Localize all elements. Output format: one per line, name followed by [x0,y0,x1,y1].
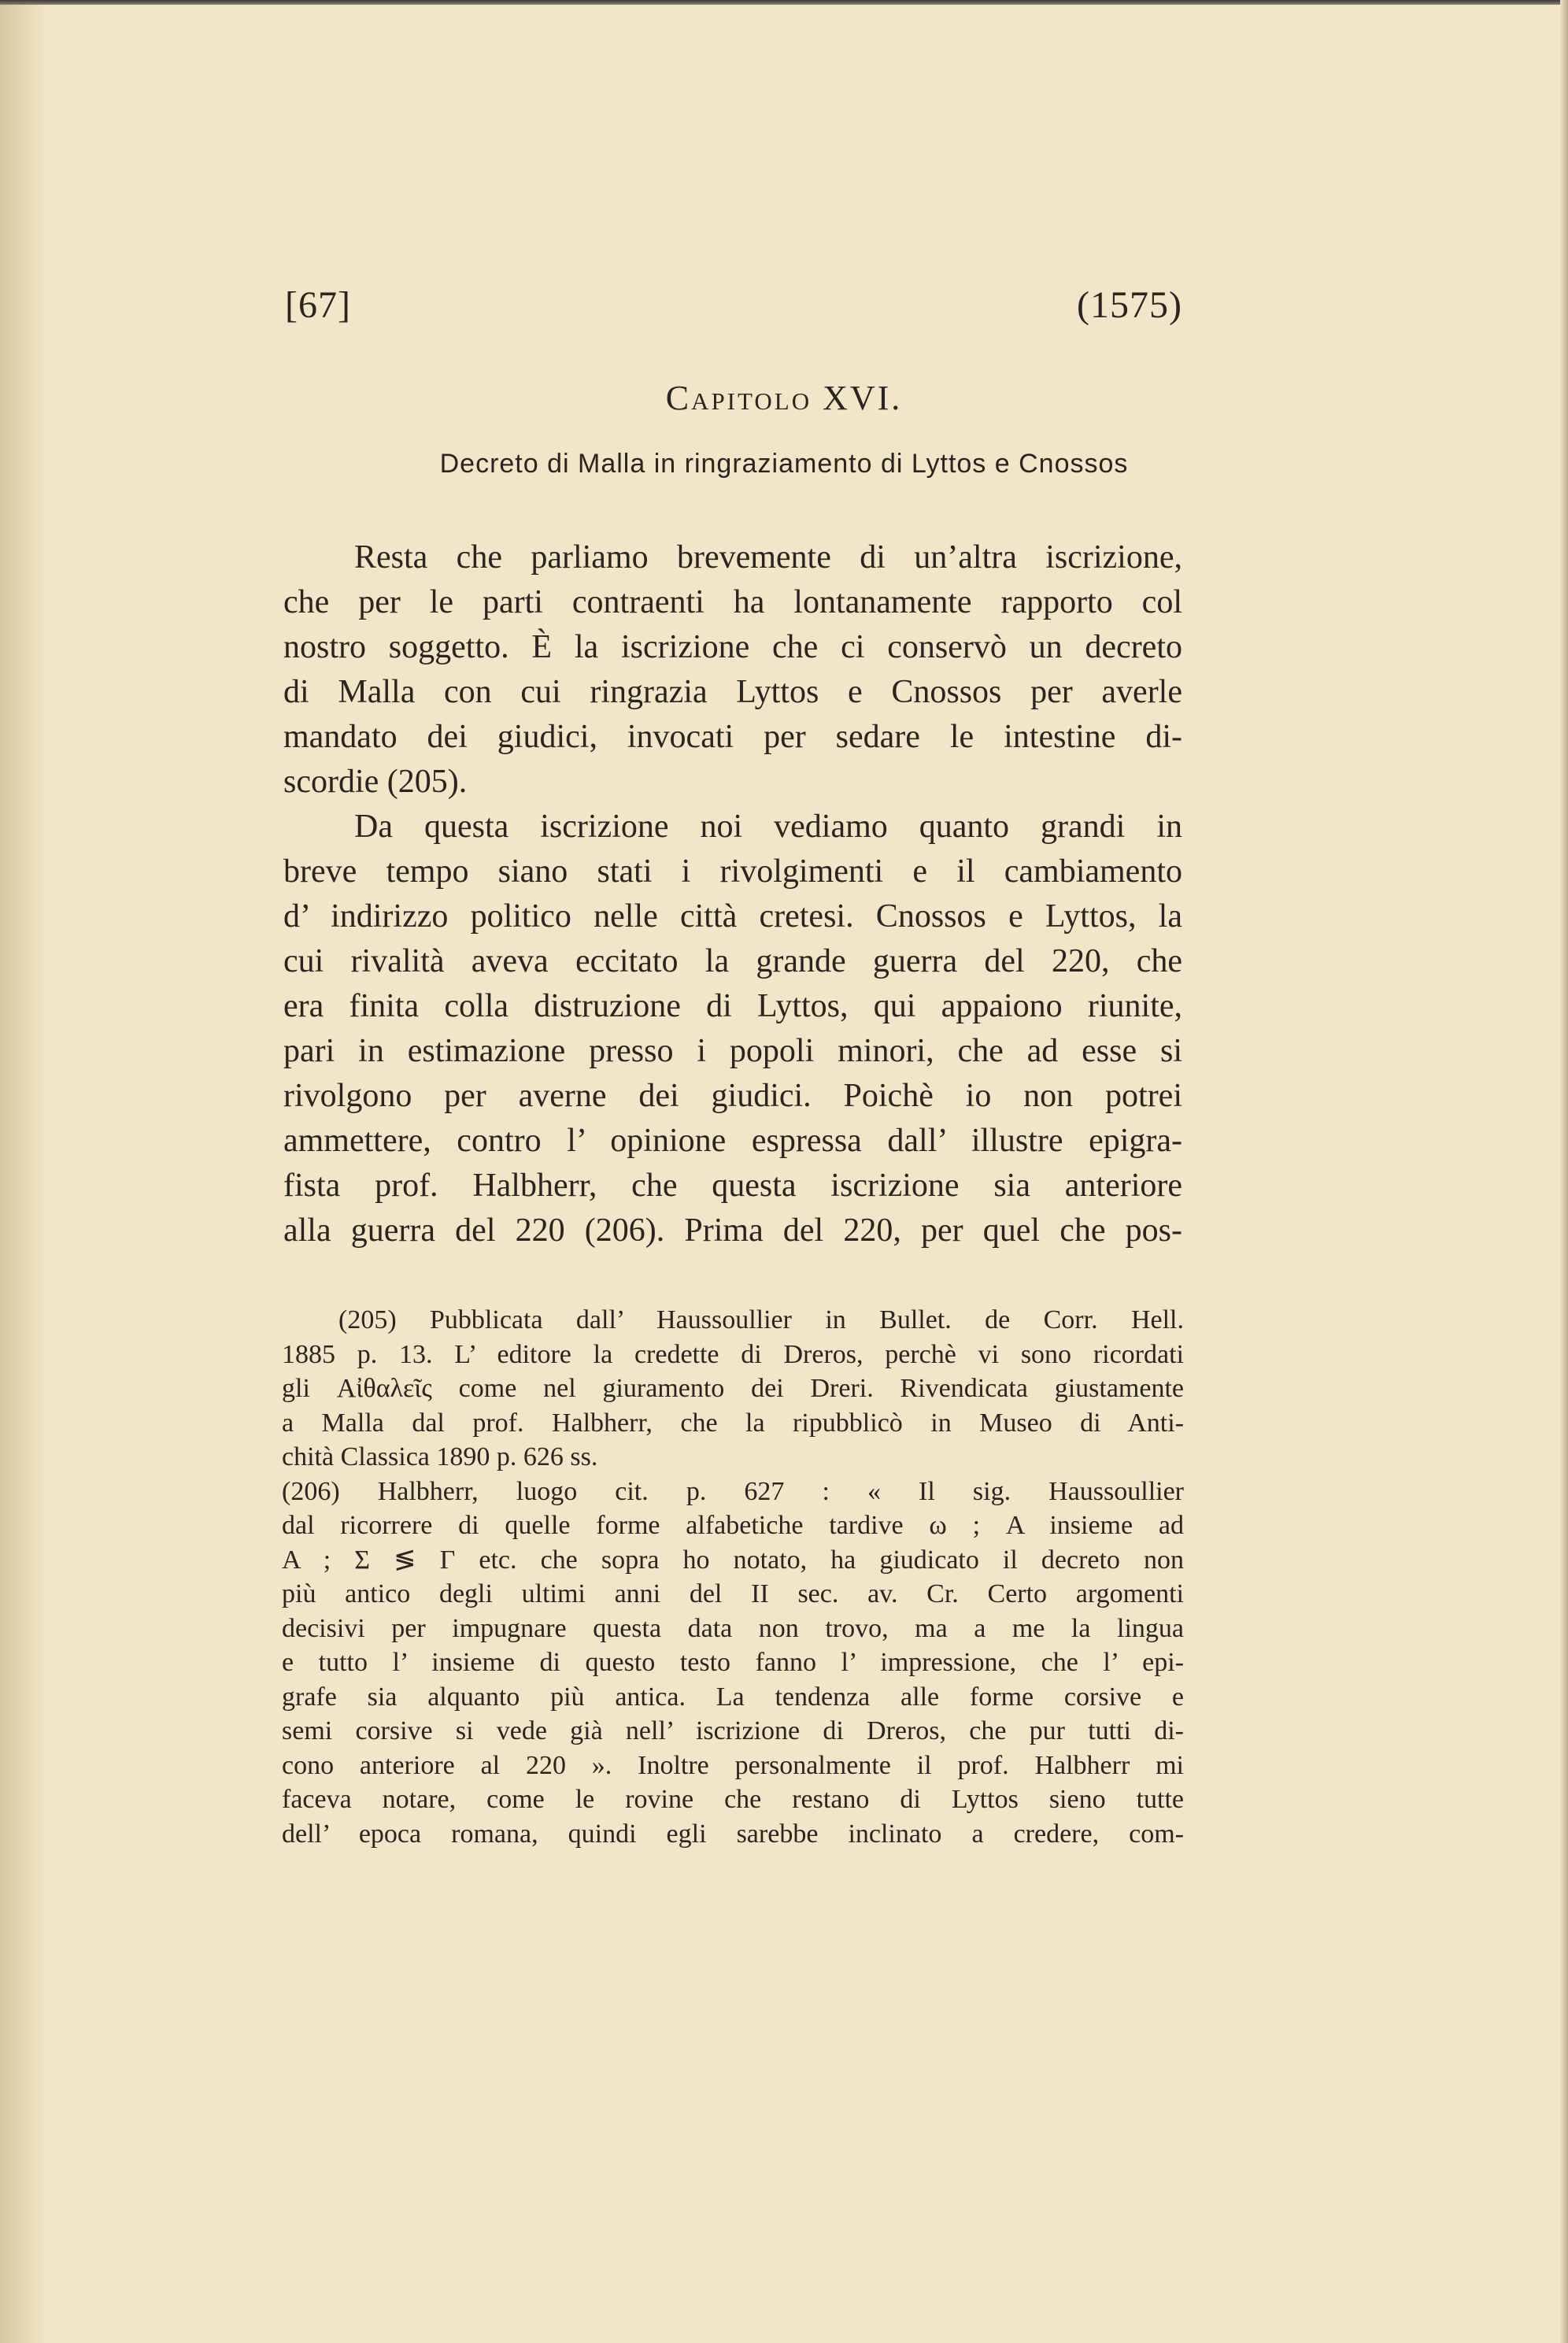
footnote-line: a Malla dal prof. Halbherr, che la ripubblicò in Museo di Anti- [282,1408,1184,1438]
page-gutter-shadow [0,0,47,2343]
text-line: pari in estimazione presso i popoli minori, che ad esse si [283,1033,1182,1069]
page-top-edge [0,0,1568,5]
text-line: cui rivalità aveva eccitato la grande guerra del 220, che [283,943,1182,979]
footnotes [282,1303,1184,1851]
text-line: mandato dei giudici, invocati per sedare le intestine di- [283,719,1182,755]
footnote-line: più antico degli ultimi anni del II sec. av. Cr. Certo argomenti [282,1579,1184,1608]
text-line: scordie (205). [283,764,468,800]
footnote-line: chità Classica 1890 p. 626 ss. [282,1442,598,1471]
footnote-line: A ; Σ ≶ Γ etc. che sopra ho notato, ha giudicato il decreto non [282,1545,1184,1575]
footnote-line: gli Αἰθαλεῖς come nel giuramento dei Dreri. Rivendicata giustamente [282,1374,1184,1403]
text-line: Resta che parliamo brevemente di un’altra iscrizione, [354,539,1182,576]
footnote-line: dell’ epoca romana, quindi egli sarebbe inclinato a credere, com- [282,1819,1184,1849]
footnote-line: e tutto l’ insieme di questo testo fanno l’ impressione, che l’ epi- [282,1648,1184,1677]
page-number-right: (1575) [1077,284,1182,326]
chapter-subtitle: Decreto di Malla in ringraziamento di Lyttos e Cnossos [439,449,1129,479]
text-line: breve tempo siano stati i rivolgimenti e il cambiamento [283,853,1182,890]
chapter-label: Capitolo [665,379,812,417]
page-number-left: [67] [285,284,351,326]
text-line: d’ indirizzo politico nelle città cretesi. Cnossos e Lyttos, la [283,898,1182,935]
footnote-line: cono anteriore al 220 ». Inoltre personalmente il prof. Halbherr mi [282,1750,1184,1780]
footnote-206-start: (206) Halbherr, luogo cit. p. 627 : « Il sig. Haussoullier [282,1476,1184,1506]
chapter-heading [0,378,1568,418]
footnote-line: dal ricorrere di quelle forme alfabetiche tardive ω ; A insieme ad [282,1511,1184,1540]
text-line: di Malla con cui ringrazia Lyttos e Cnossos per averle [283,674,1182,710]
footnote-line: semi corsive si vede già nell’ iscrizione di Dreros, che pur tutti di- [282,1716,1184,1745]
footnote-line: 1885 p. 13. L’ editore la credette di Dreros, perchè vi sono ricordati [282,1339,1184,1369]
text-line: nostro soggetto. È la iscrizione che ci conservò un decreto [283,629,1182,665]
text-line: rivolgono per averne dei giudici. Poichè io non potrei [283,1078,1182,1114]
footnote-205-start: (205) Pubblicata dall’ Haussoullier in Bullet. de Corr. Hell. [338,1305,1184,1334]
text-line: era finita colla distruzione di Lyttos, qui appaiono riunite, [283,988,1182,1024]
text-line: fista prof. Halbherr, che questa iscrizione sia anteriore [283,1168,1182,1204]
text-line: ammettere, contro l’ opinione espressa dall’ illustre epigra- [283,1123,1182,1159]
page-right-edge [1560,0,1568,2343]
footnote-line: grafe sia alquanto più antica. La tendenza alle forme corsive e [282,1682,1184,1712]
footnote-line: faceva notare, come le rovine che restano di Lyttos sieno tutte [282,1785,1184,1814]
text-line: Da questa iscrizione noi vediamo quanto grandi in [354,809,1182,845]
chapter-number: XVI. [823,379,903,417]
footnote-line: decisivi per impugnare questa data non trovo, ma a me la lingua [282,1613,1184,1643]
text-line: alla guerra del 220 (206). Prima del 220, per quel che pos- [283,1212,1182,1249]
text-line: che per le parti contraenti ha lontanamente rapporto col [283,584,1182,620]
main-text [283,535,1182,1253]
